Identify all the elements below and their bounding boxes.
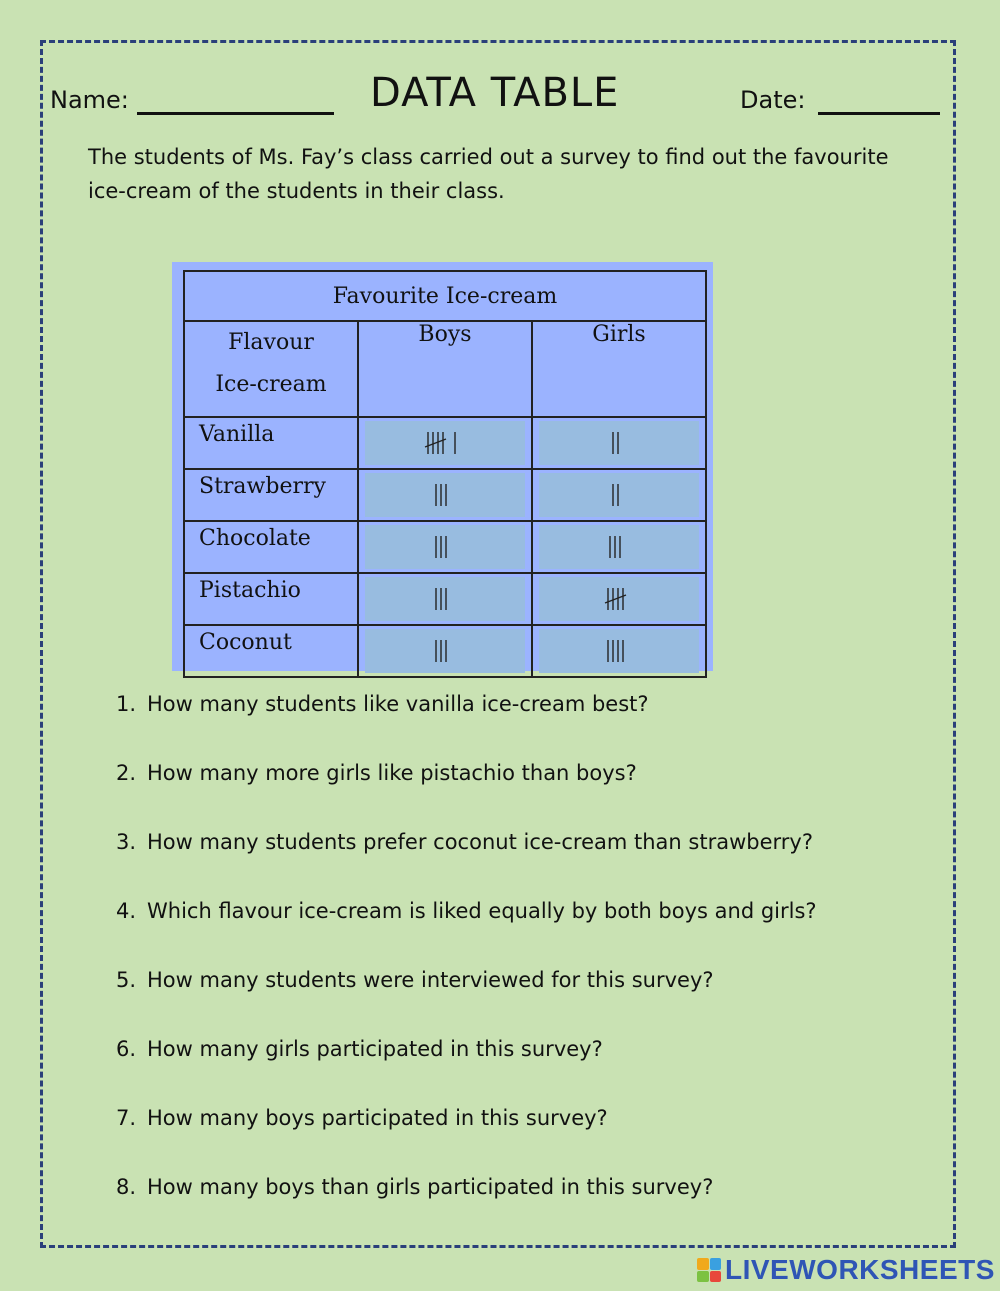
girls-tally-cell: [532, 521, 706, 573]
boys-tally-cell: [358, 469, 532, 521]
question-item: [116, 761, 956, 830]
boys-tally-cell: [358, 573, 532, 625]
boys-tally-cell: [358, 625, 532, 677]
flavour-cell: Pistachio: [184, 573, 358, 625]
question-item: [116, 899, 956, 968]
col-header-flavour-line2: Ice-cream: [215, 372, 327, 397]
question-text: How many students like vanilla ice-cream best?: [147, 692, 649, 716]
question-number: 6.: [116, 1037, 137, 1061]
boys-tally-cell: [358, 417, 532, 469]
tally-marks: [604, 584, 635, 614]
question-text: How many girls participated in this survey?: [147, 1037, 603, 1061]
date-answer-line[interactable]: [818, 112, 940, 115]
date-label: Date:: [740, 86, 806, 114]
girls-tally-cell: [532, 625, 706, 677]
girls-tally-cell: [532, 469, 706, 521]
table-row: [184, 521, 706, 573]
col-header-flavour: [184, 321, 358, 417]
question-number: 8.: [116, 1175, 137, 1199]
tally-marks: [609, 480, 630, 510]
question-number: 3.: [116, 830, 137, 854]
brand-name: LIVEWORKSHEETS: [725, 1254, 995, 1285]
flavour-cell: Coconut: [184, 625, 358, 677]
question-number: 2.: [116, 761, 137, 785]
page-title: DATA TABLE: [370, 70, 620, 116]
tally-marks: [432, 584, 458, 614]
table-row: [184, 469, 706, 521]
table-row: [184, 573, 706, 625]
tally-marks: [604, 636, 635, 666]
girls-tally-cell: [532, 573, 706, 625]
tally-table-panel: [172, 262, 713, 671]
question-item: [116, 1037, 956, 1106]
question-number: 7.: [116, 1106, 137, 1130]
question-item: [116, 1175, 956, 1244]
col-header-boys: Boys: [358, 321, 532, 417]
flavour-cell: Chocolate: [184, 521, 358, 573]
flavour-cell: Vanilla: [184, 417, 358, 469]
girls-tally-cell: [532, 417, 706, 469]
question-number: 1.: [116, 692, 137, 716]
tally-marks: [432, 636, 458, 666]
question-number: 4.: [116, 899, 137, 923]
boys-tally-cell: [358, 521, 532, 573]
question-item: [116, 830, 956, 899]
tally-marks: [424, 428, 467, 458]
tally-marks: [432, 480, 458, 510]
question-text: How many boys participated in this survey?: [147, 1106, 608, 1130]
question-list: [116, 692, 956, 1244]
col-header-girls: Girls: [532, 321, 706, 417]
col-header-flavour-line1: Flavour: [228, 330, 314, 355]
tally-marks: [432, 532, 458, 562]
table-row: [184, 417, 706, 469]
flavour-cell: Strawberry: [184, 469, 358, 521]
question-text: How many students prefer coconut ice-cream than strawberry?: [147, 830, 813, 854]
table-row: [184, 625, 706, 677]
tally-table: [183, 270, 707, 678]
question-number: 5.: [116, 968, 137, 992]
question-item: [116, 692, 956, 761]
question-text: How many boys than girls participated in this survey?: [147, 1175, 714, 1199]
name-answer-line[interactable]: [137, 112, 334, 115]
liveworksheets-brand[interactable]: [697, 1255, 995, 1285]
tally-marks: [606, 532, 632, 562]
tally-marks: [609, 428, 630, 458]
name-label: Name:: [50, 86, 129, 114]
question-text: How many students were interviewed for this survey?: [147, 968, 714, 992]
liveworksheets-logo-icon: [697, 1258, 721, 1282]
question-text: How many more girls like pistachio than boys?: [147, 761, 637, 785]
question-item: [116, 968, 956, 1037]
question-item: [116, 1106, 956, 1175]
intro-text: The students of Ms. Fay’s class carried out a survey to find out the favourite ice-cream of the students in their class.: [88, 145, 889, 203]
question-text: Which flavour ice-cream is liked equally by both boys and girls?: [147, 899, 817, 923]
table-caption: Favourite Ice-cream: [184, 271, 706, 321]
